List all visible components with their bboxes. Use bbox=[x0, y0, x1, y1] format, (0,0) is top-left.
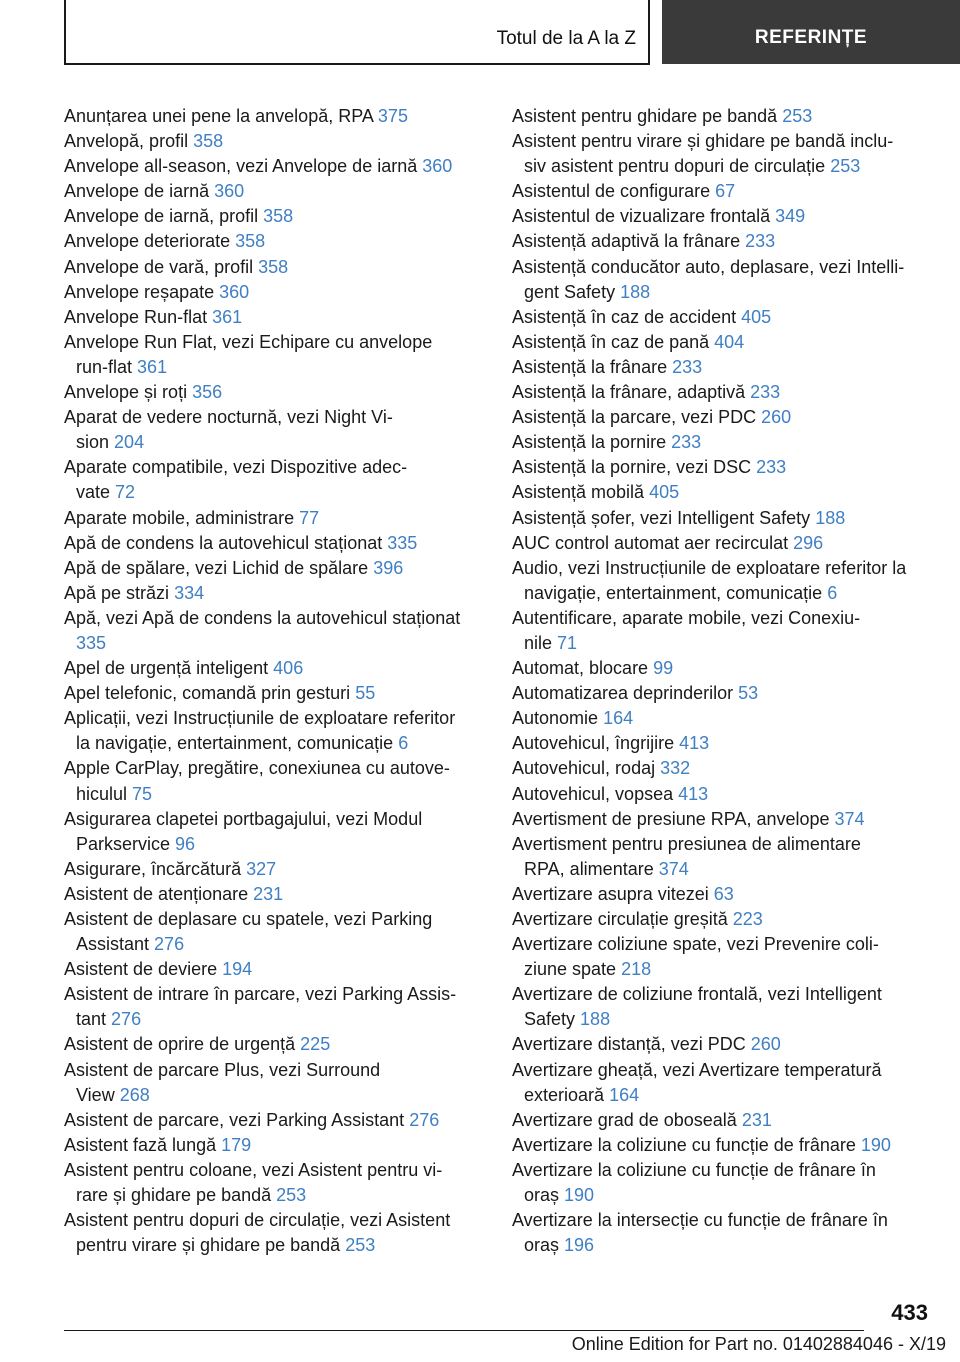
index-entry bbox=[64, 255, 480, 280]
page-reference-link[interactable]: 406 bbox=[273, 658, 304, 679]
page-reference-link[interactable]: 335 bbox=[76, 632, 107, 653]
index-entry bbox=[512, 1032, 932, 1057]
index-entry bbox=[64, 907, 480, 957]
entry-text: Asistent fază lungă bbox=[64, 1134, 217, 1155]
entry-text: Autovehicul, rodaj bbox=[512, 758, 656, 779]
index-entry bbox=[512, 204, 932, 229]
index-entry bbox=[512, 706, 932, 731]
index-entry bbox=[64, 706, 480, 756]
index-entry bbox=[512, 606, 932, 656]
index-entry bbox=[64, 104, 480, 129]
page-reference-link[interactable]: 361 bbox=[212, 306, 243, 327]
index-entry bbox=[64, 330, 480, 380]
page-reference-link[interactable]: 360 bbox=[214, 181, 245, 202]
entry-text: Avertizare asupra vitezei bbox=[512, 883, 709, 904]
page-reference-link[interactable]: 6 bbox=[827, 582, 838, 603]
entry-text: Apel de urgență inteligent bbox=[64, 658, 269, 679]
index-entry bbox=[512, 405, 932, 430]
page-reference-link[interactable]: 204 bbox=[114, 432, 145, 453]
page-reference-link[interactable]: 276 bbox=[409, 1109, 440, 1130]
index-entry bbox=[512, 731, 932, 756]
index-entry bbox=[64, 455, 480, 505]
entry-text: Asistentul de configurare bbox=[512, 181, 711, 202]
index-entry bbox=[64, 957, 480, 982]
page-reference-link[interactable]: 349 bbox=[775, 206, 806, 227]
page-reference-link[interactable]: 196 bbox=[564, 1235, 595, 1256]
index-entry bbox=[64, 606, 480, 656]
index-entry bbox=[64, 506, 480, 531]
page-reference-link[interactable]: 332 bbox=[660, 758, 691, 779]
index-entry bbox=[512, 305, 932, 330]
index-entry bbox=[512, 556, 932, 606]
entry-text: Avertizare de coliziune frontală, vezi Intelligent Safety bbox=[512, 984, 882, 1030]
entry-text: Apple CarPlay, pregătire, conexiunea cu autove- hiculul bbox=[64, 758, 450, 804]
page-reference-link[interactable]: 327 bbox=[246, 858, 277, 879]
page-reference-link[interactable]: 218 bbox=[621, 959, 652, 980]
entry-text: Anvelope de iarnă, profil bbox=[64, 206, 259, 227]
entry-text: Anvelope de iarnă bbox=[64, 181, 210, 202]
footer-rule bbox=[64, 1330, 864, 1331]
index-entry bbox=[64, 656, 480, 681]
index-entry bbox=[512, 355, 932, 380]
entry-text: Avertizare la intersecție cu funcție de frânare în oraș bbox=[512, 1210, 888, 1256]
index-entry bbox=[64, 1032, 480, 1057]
index-entry bbox=[512, 455, 932, 480]
entry-text: Avertisment de presiune RPA, anvelope bbox=[512, 808, 830, 829]
page-reference-link[interactable]: 405 bbox=[649, 482, 680, 503]
page-reference-link[interactable]: 375 bbox=[377, 106, 408, 126]
entry-text: Asistent pentru ghidare pe bandă bbox=[512, 106, 778, 126]
index-entry bbox=[64, 1133, 480, 1158]
entry-text: Audio, vezi Instrucțiunile de exploatare referitor la navigație, entertainment, comunicație bbox=[512, 557, 907, 603]
page-reference-link[interactable]: 268 bbox=[119, 1084, 150, 1105]
index-entry bbox=[512, 756, 932, 781]
entry-text: Apă de condens la autovehicul staționat bbox=[64, 532, 383, 553]
entry-text: Aparate mobile, administrare bbox=[64, 507, 295, 528]
page-reference-link[interactable]: 233 bbox=[745, 231, 776, 252]
entry-text: Asistență conducător auto, deplasare, vezi Intelli- gent Safety bbox=[512, 256, 905, 302]
page-reference-link[interactable]: 296 bbox=[793, 532, 824, 553]
page-reference-link[interactable]: 396 bbox=[373, 557, 404, 578]
index-entry bbox=[64, 982, 480, 1032]
page-reference-link[interactable]: 260 bbox=[750, 1034, 781, 1055]
page-reference-link[interactable]: 53 bbox=[738, 683, 759, 704]
index-entry bbox=[512, 882, 932, 907]
entry-text: Asistent pentru coloane, vezi Asistent pentru vi- rare și ghidare pe bandă bbox=[64, 1159, 443, 1206]
entry-text: Asistent de parcare Plus, vezi Surround View bbox=[64, 1059, 381, 1105]
page-reference-link[interactable]: 164 bbox=[609, 1084, 640, 1105]
entry-text: Asistență șofer, vezi Intelligent Safety bbox=[512, 507, 811, 528]
page-reference-link[interactable]: 99 bbox=[653, 658, 674, 679]
page-reference-link[interactable]: 360 bbox=[219, 281, 250, 302]
entry-text: Asistent pentru virare și ghidare pe bandă inclu- siv asistent pentru dopuri de circulație bbox=[512, 131, 894, 177]
index-entry bbox=[512, 907, 932, 932]
index-entry bbox=[512, 430, 932, 455]
index-entry bbox=[64, 179, 480, 204]
index-entry bbox=[512, 104, 932, 129]
entry-text: Aparate compatibile, vezi Dispozitive adec- vate bbox=[64, 457, 408, 503]
page-reference-link[interactable]: 231 bbox=[741, 1109, 772, 1130]
index-entry bbox=[512, 1108, 932, 1133]
index-entry bbox=[512, 1158, 932, 1208]
page-reference-link[interactable]: 6 bbox=[398, 733, 409, 754]
index-entry bbox=[512, 480, 932, 505]
index-entry bbox=[512, 330, 932, 355]
page-reference-link[interactable]: 75 bbox=[132, 783, 153, 804]
index-entry bbox=[64, 405, 480, 455]
page-reference-link[interactable]: 67 bbox=[715, 181, 736, 202]
index-entry bbox=[64, 756, 480, 806]
index-entry bbox=[512, 807, 932, 832]
entry-text: Asistență la pornire, vezi DSC bbox=[512, 457, 752, 478]
page-reference-link[interactable]: 188 bbox=[580, 1009, 611, 1030]
entry-text: Asistență la parcare, vezi PDC bbox=[512, 407, 757, 428]
entry-text: Asistent pentru dopuri de circulație, vezi Asistent pentru virare și ghidare pe bandă bbox=[64, 1210, 451, 1256]
page-reference-link[interactable]: 164 bbox=[603, 708, 634, 729]
entry-text: Anvelope de vară, profil bbox=[64, 256, 254, 277]
entry-text: Avertisment pentru presiunea de alimentare RPA, alimentare bbox=[512, 833, 861, 879]
page-reference-link[interactable]: 356 bbox=[192, 382, 223, 403]
entry-text: Asistent de atenționare bbox=[64, 883, 249, 904]
entry-text: Avertizare gheață, vezi Avertizare temperatură exterioară bbox=[512, 1059, 882, 1105]
entry-text: Anvelope deteriorate bbox=[64, 231, 231, 252]
page-reference-link[interactable]: 253 bbox=[345, 1235, 376, 1256]
page-reference-link[interactable]: 374 bbox=[658, 858, 689, 879]
index-entry bbox=[64, 280, 480, 305]
entry-text: Asistență la frânare bbox=[512, 356, 668, 377]
index-column-right bbox=[512, 104, 932, 1258]
page-reference-link[interactable]: 96 bbox=[175, 833, 196, 854]
page-reference-link[interactable]: 71 bbox=[557, 632, 578, 653]
index-entry bbox=[64, 229, 480, 254]
entry-text: Anvelopă, profil bbox=[64, 131, 189, 152]
page-number: 433 bbox=[891, 1300, 928, 1325]
entry-text: Avertizare coliziune spate, vezi Prevenire coli- ziune spate bbox=[512, 934, 879, 980]
entry-text: Automat, blocare bbox=[512, 658, 649, 679]
page-reference-link[interactable]: 404 bbox=[714, 331, 745, 352]
page-reference-link[interactable]: 63 bbox=[713, 883, 734, 904]
entry-text: Asistență mobilă bbox=[512, 482, 645, 503]
page-reference-link[interactable]: 358 bbox=[193, 131, 224, 152]
index-entry bbox=[512, 129, 932, 179]
page-reference-link[interactable]: 374 bbox=[834, 808, 865, 829]
index-entry bbox=[64, 154, 480, 179]
header-rule bbox=[64, 0, 66, 64]
index-entry bbox=[512, 255, 932, 305]
header-rule bbox=[64, 63, 650, 65]
index-entry bbox=[64, 1058, 480, 1108]
entry-text: Asistență adaptivă la frânare bbox=[512, 231, 741, 252]
entry-text: Avertizare la coliziune cu funcție de frânare în oraș bbox=[512, 1159, 876, 1206]
entry-text: Avertizare la coliziune cu funcție de frânare bbox=[512, 1134, 856, 1155]
index-entry bbox=[64, 1208, 480, 1258]
entry-text: Anvelope reșapate bbox=[64, 281, 215, 302]
index-entry bbox=[64, 1108, 480, 1133]
entry-text: Asistență în caz de accident bbox=[512, 306, 737, 327]
index-entry bbox=[64, 807, 480, 857]
index-entry bbox=[512, 179, 932, 204]
entry-text: Aplicații, vezi Instrucțiunile de exploatare referitor la navigație, entertainment, comunicație bbox=[64, 708, 456, 754]
page-reference-link[interactable]: 361 bbox=[137, 356, 168, 377]
index-entry bbox=[64, 1158, 480, 1208]
entry-text: Autovehicul, îngrijire bbox=[512, 733, 675, 754]
page-reference-link[interactable]: 358 bbox=[235, 231, 266, 252]
index-entry bbox=[512, 681, 932, 706]
entry-text: Asistență în caz de pană bbox=[512, 331, 710, 352]
index-entry bbox=[512, 782, 932, 807]
page-reference-link[interactable]: 231 bbox=[253, 883, 284, 904]
entry-text: Asistență la frânare, adaptivă bbox=[512, 382, 746, 403]
entry-text: AUC control automat aer recirculat bbox=[512, 532, 789, 553]
index-entry bbox=[64, 305, 480, 330]
page-reference-link[interactable]: 253 bbox=[830, 156, 861, 177]
page-reference-link[interactable]: 179 bbox=[221, 1134, 252, 1155]
page-reference-link[interactable]: 190 bbox=[564, 1185, 595, 1206]
entry-text: Apel telefonic, comandă prin gesturi bbox=[64, 683, 351, 704]
index-entry bbox=[64, 857, 480, 882]
page-reference-link[interactable]: 413 bbox=[679, 733, 710, 754]
index-entry bbox=[512, 506, 932, 531]
index-entry bbox=[64, 556, 480, 581]
entry-text: Automatizarea deprinderilor bbox=[512, 683, 734, 704]
page-reference-link[interactable]: 233 bbox=[756, 457, 787, 478]
index-entry bbox=[512, 1133, 932, 1158]
index-entry bbox=[64, 129, 480, 154]
index-entry bbox=[512, 656, 932, 681]
entry-text: Anvelope Run-flat bbox=[64, 306, 208, 327]
page-reference-link[interactable]: 77 bbox=[299, 507, 320, 528]
entry-text: Apă, vezi Apă de condens la autovehicul staționat bbox=[64, 607, 461, 628]
entry-text: Asistent de parcare, vezi Parking Assistant bbox=[64, 1109, 405, 1130]
index-entry bbox=[512, 229, 932, 254]
page-reference-link[interactable]: 276 bbox=[111, 1009, 142, 1030]
entry-text: Asigurare, încărcătură bbox=[64, 858, 242, 879]
entry-text: Autovehicul, vopsea bbox=[512, 783, 674, 804]
header-rule bbox=[648, 0, 650, 64]
page-reference-link[interactable]: 188 bbox=[620, 281, 651, 302]
index-entry bbox=[512, 380, 932, 405]
page-reference-link[interactable]: 225 bbox=[300, 1034, 331, 1055]
entry-text: Anvelope all-season, vezi Anvelope de iarnă bbox=[64, 156, 418, 177]
page-reference-link[interactable]: 413 bbox=[678, 783, 709, 804]
entry-text: Avertizare distanță, vezi PDC bbox=[512, 1034, 746, 1055]
page-reference-link[interactable]: 223 bbox=[732, 909, 763, 929]
entry-text: Autentificare, aparate mobile, vezi Conexiu- nile bbox=[512, 607, 861, 653]
entry-text: Autonomie bbox=[512, 708, 599, 729]
page-reference-link[interactable]: 190 bbox=[860, 1134, 891, 1155]
page-reference-link[interactable]: 358 bbox=[258, 256, 289, 277]
page-reference-link[interactable]: 276 bbox=[154, 934, 185, 955]
entry-text: Asistență la pornire bbox=[512, 432, 667, 453]
section-title: Totul de la A la Z bbox=[496, 28, 636, 49]
index-entry bbox=[512, 1058, 932, 1108]
entry-text: Avertizare grad de oboseală bbox=[512, 1109, 737, 1130]
page-reference-link[interactable]: 360 bbox=[422, 156, 453, 177]
entry-text: Apă de spălare, vezi Lichid de spălare bbox=[64, 557, 369, 578]
index-entry bbox=[64, 581, 480, 606]
index-entry bbox=[512, 531, 932, 556]
page-reference-link[interactable]: 253 bbox=[782, 106, 813, 126]
index-entry bbox=[64, 380, 480, 405]
index-entry bbox=[512, 832, 932, 882]
index-column-left bbox=[64, 104, 480, 1258]
footer-edition: Online Edition for Part no. 01402884046 - X/19 bbox=[571, 1334, 946, 1354]
page-reference-link[interactable]: 194 bbox=[222, 959, 253, 980]
page-reference-link[interactable]: 188 bbox=[815, 507, 846, 528]
page-header bbox=[0, 0, 960, 66]
index-entry bbox=[64, 882, 480, 907]
page-reference-link[interactable]: 233 bbox=[672, 356, 703, 377]
entry-text: Asistent de deviere bbox=[64, 959, 218, 980]
index-entry bbox=[64, 681, 480, 706]
entry-text: Aparat de vedere nocturnă, vezi Night Vi- sion bbox=[64, 407, 393, 453]
entry-text: Asistent de intrare în parcare, vezi Parking Assis- tant bbox=[64, 984, 457, 1030]
page-reference-link[interactable]: 358 bbox=[263, 206, 294, 227]
index-entry bbox=[512, 982, 932, 1032]
page-reference-link[interactable]: 253 bbox=[276, 1185, 307, 1206]
entry-text: Asistent de deplasare cu spatele, vezi Parking Assistant bbox=[64, 909, 433, 955]
entry-text: Asistent de oprire de urgență bbox=[64, 1034, 296, 1055]
entry-text: Asistentul de vizualizare frontală bbox=[512, 206, 771, 227]
entry-text: Anvelope și roți bbox=[64, 382, 188, 403]
page-reference-link[interactable]: 260 bbox=[761, 407, 792, 428]
entry-text: Apă pe străzi bbox=[64, 582, 170, 603]
page-reference-link[interactable]: 72 bbox=[115, 482, 136, 503]
entry-text: Anvelope Run Flat, vezi Echipare cu anvelope run-flat bbox=[64, 331, 433, 377]
entry-text: Avertizare circulație greșită bbox=[512, 909, 728, 929]
page-reference-link[interactable]: 335 bbox=[387, 532, 418, 553]
entry-text: Asigurarea clapetei portbagajului, vezi Modul Parkservice bbox=[64, 808, 423, 854]
page-reference-link[interactable]: 405 bbox=[741, 306, 772, 327]
page-reference-link[interactable]: 233 bbox=[750, 382, 781, 403]
chapter-title: REFERINȚE bbox=[754, 27, 868, 48]
entry-text: Anunțarea unei pene la anvelopă, RPA bbox=[64, 106, 373, 126]
chapter-tab bbox=[662, 0, 960, 64]
index-entry bbox=[64, 204, 480, 229]
page-reference-link[interactable]: 334 bbox=[174, 582, 205, 603]
page-reference-link[interactable]: 55 bbox=[355, 683, 376, 704]
page-reference-link[interactable]: 233 bbox=[671, 432, 702, 453]
index-entry bbox=[512, 1208, 932, 1258]
index-entry bbox=[64, 531, 480, 556]
index-entry bbox=[512, 932, 932, 982]
